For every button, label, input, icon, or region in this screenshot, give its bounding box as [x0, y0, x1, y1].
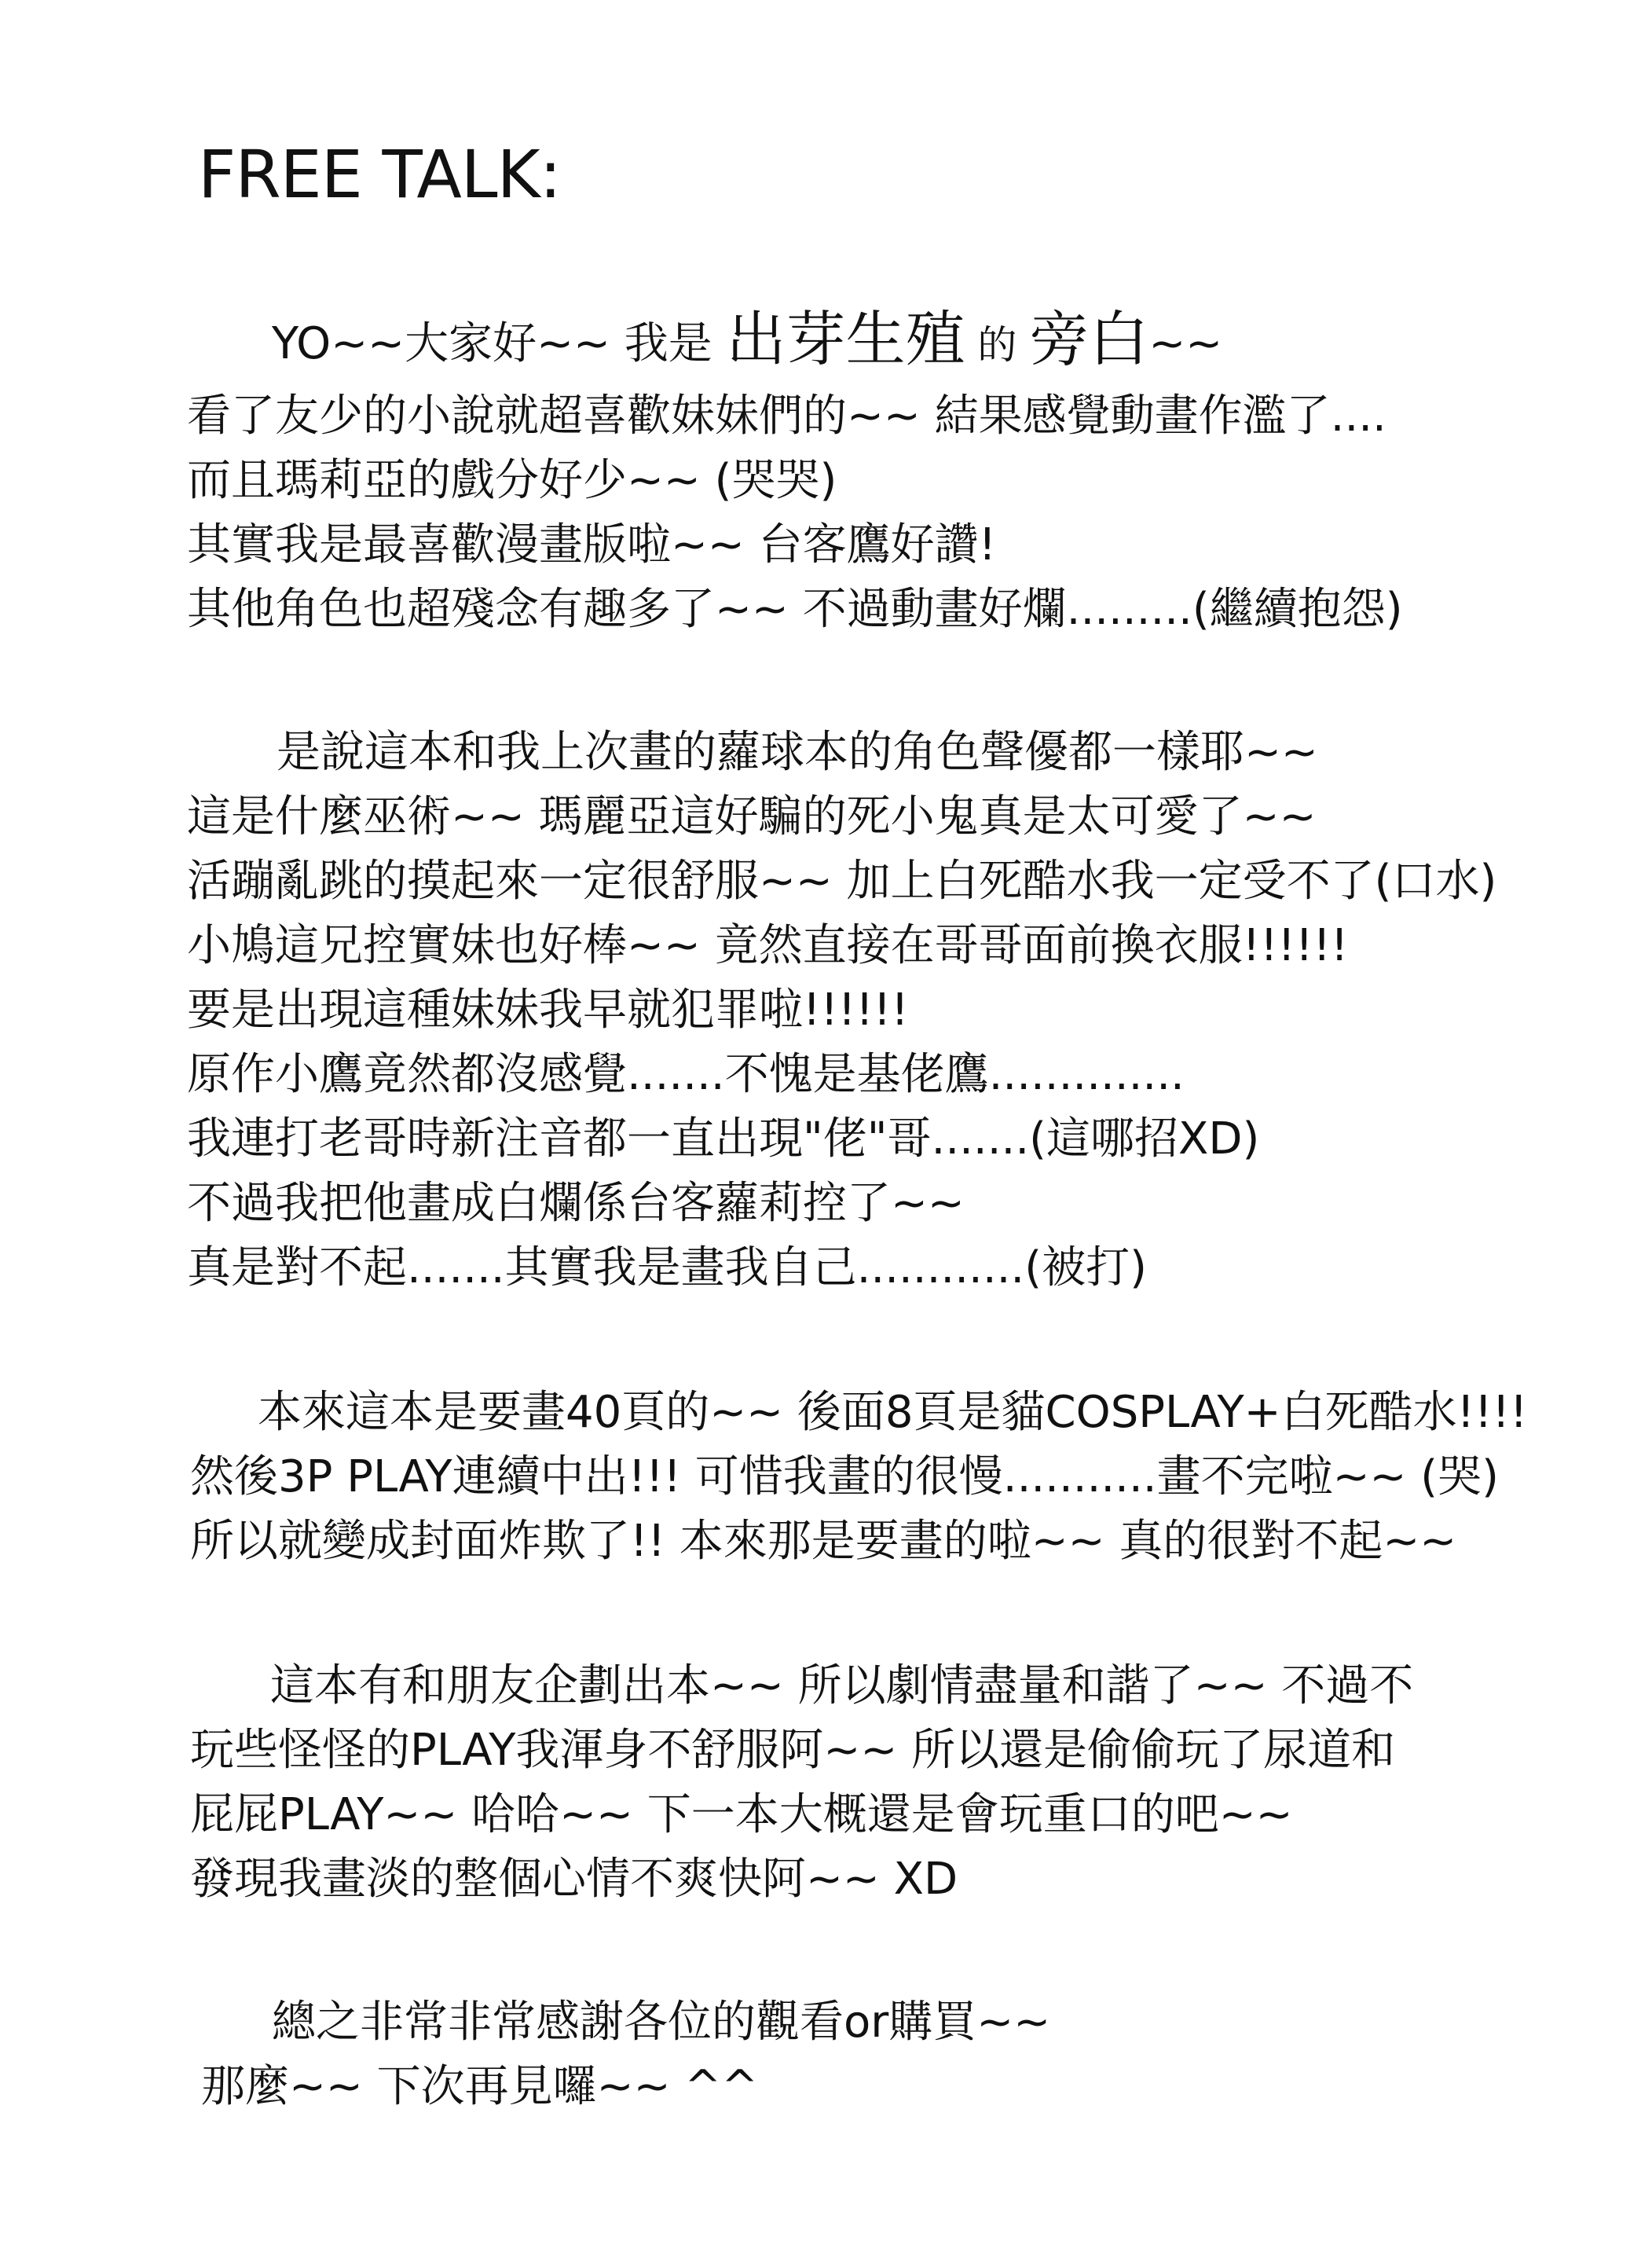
- intro-text-1: YO~~大家好~~ 我是: [272, 318, 727, 369]
- text-line: 屁屁PLAY~~ 哈哈~~ 下一本大概還是會玩重口的吧~~: [190, 1789, 1293, 1840]
- text-line: 所以就變成封面炸欺了!! 本來那是要畫的啦~~ 真的很對不起~~: [190, 1516, 1457, 1567]
- text-line: 原作小鷹竟然都沒感覺.......不愧是基佬鷹..............: [187, 1049, 1185, 1100]
- text-line: 然後3P PLAY連續中出!!! 可惜我畫的很慢...........畫不完啦~~ (哭): [190, 1451, 1499, 1502]
- text-line: 小鳩這兄控實妹也好棒~~ 竟然直接在哥哥面前換衣服!!!!!!: [187, 920, 1349, 971]
- text-line: 其實我是最喜歡漫畫版啦~~ 台客鷹好讚!: [187, 519, 997, 570]
- text-line: 其他角色也超殘念有趣多了~~ 不過動畫好爛.........(繼續抱怨): [187, 584, 1403, 635]
- text-line: 我連打老哥時新注音都一直出現"佬"哥.......(這哪招XD): [187, 1113, 1260, 1165]
- text-line: 這是什麼巫術~~ 瑪麗亞這好騙的死小鬼真是太可愛了~~: [187, 791, 1317, 842]
- text-line: 而且瑪莉亞的戲分好少~~ (哭哭): [187, 455, 837, 506]
- intro-text-2: 的: [965, 322, 1030, 368]
- text-line: 要是出現這種妹妹我早就犯罪啦!!!!!!: [187, 985, 909, 1036]
- text-line: 總之非常非常感謝各位的觀看or購買~~: [272, 1997, 1051, 2048]
- text-line: 那麼~~ 下次再見囉~~ ^^: [201, 2061, 759, 2112]
- text-line: 是說這本和我上次畫的蘿球本的角色聲優都一樣耶~~: [277, 727, 1318, 778]
- intro-text-3: ~~: [1148, 318, 1223, 369]
- text-line: 這本有和朋友企劃出本~~ 所以劇情盡量和諧了~~ 不過不: [270, 1660, 1414, 1711]
- narrator-name: 旁白: [1029, 304, 1149, 374]
- page-title: FREE TALK:: [198, 136, 561, 213]
- text-line: 不過我把他畫成白爛係台客蘿莉控了~~: [187, 1178, 965, 1229]
- text-line: 發現我畫淡的整個心情不爽快阿~~ XD: [190, 1854, 958, 1905]
- text-line: 看了友少的小說就超喜歡妹妹們的~~ 結果感覺動畫作濫了....: [187, 391, 1386, 442]
- text-line: 活蹦亂跳的摸起來一定很舒服~~ 加上白死酷水我一定受不了(口水): [187, 856, 1497, 907]
- author-name: 出芽生殖: [726, 304, 965, 374]
- text-line: 玩些怪怪的PLAY我渾身不舒服阿~~ 所以還是偷偷玩了尿道和: [190, 1725, 1396, 1776]
- text-line: 本來這本是要畫40頁的~~ 後面8頁是貓COSPLAY+白死酷水!!!!: [258, 1387, 1528, 1438]
- intro-line: [272, 304, 1223, 374]
- text-line: 真是對不起.......其實我是畫我自己............(被打): [187, 1242, 1147, 1293]
